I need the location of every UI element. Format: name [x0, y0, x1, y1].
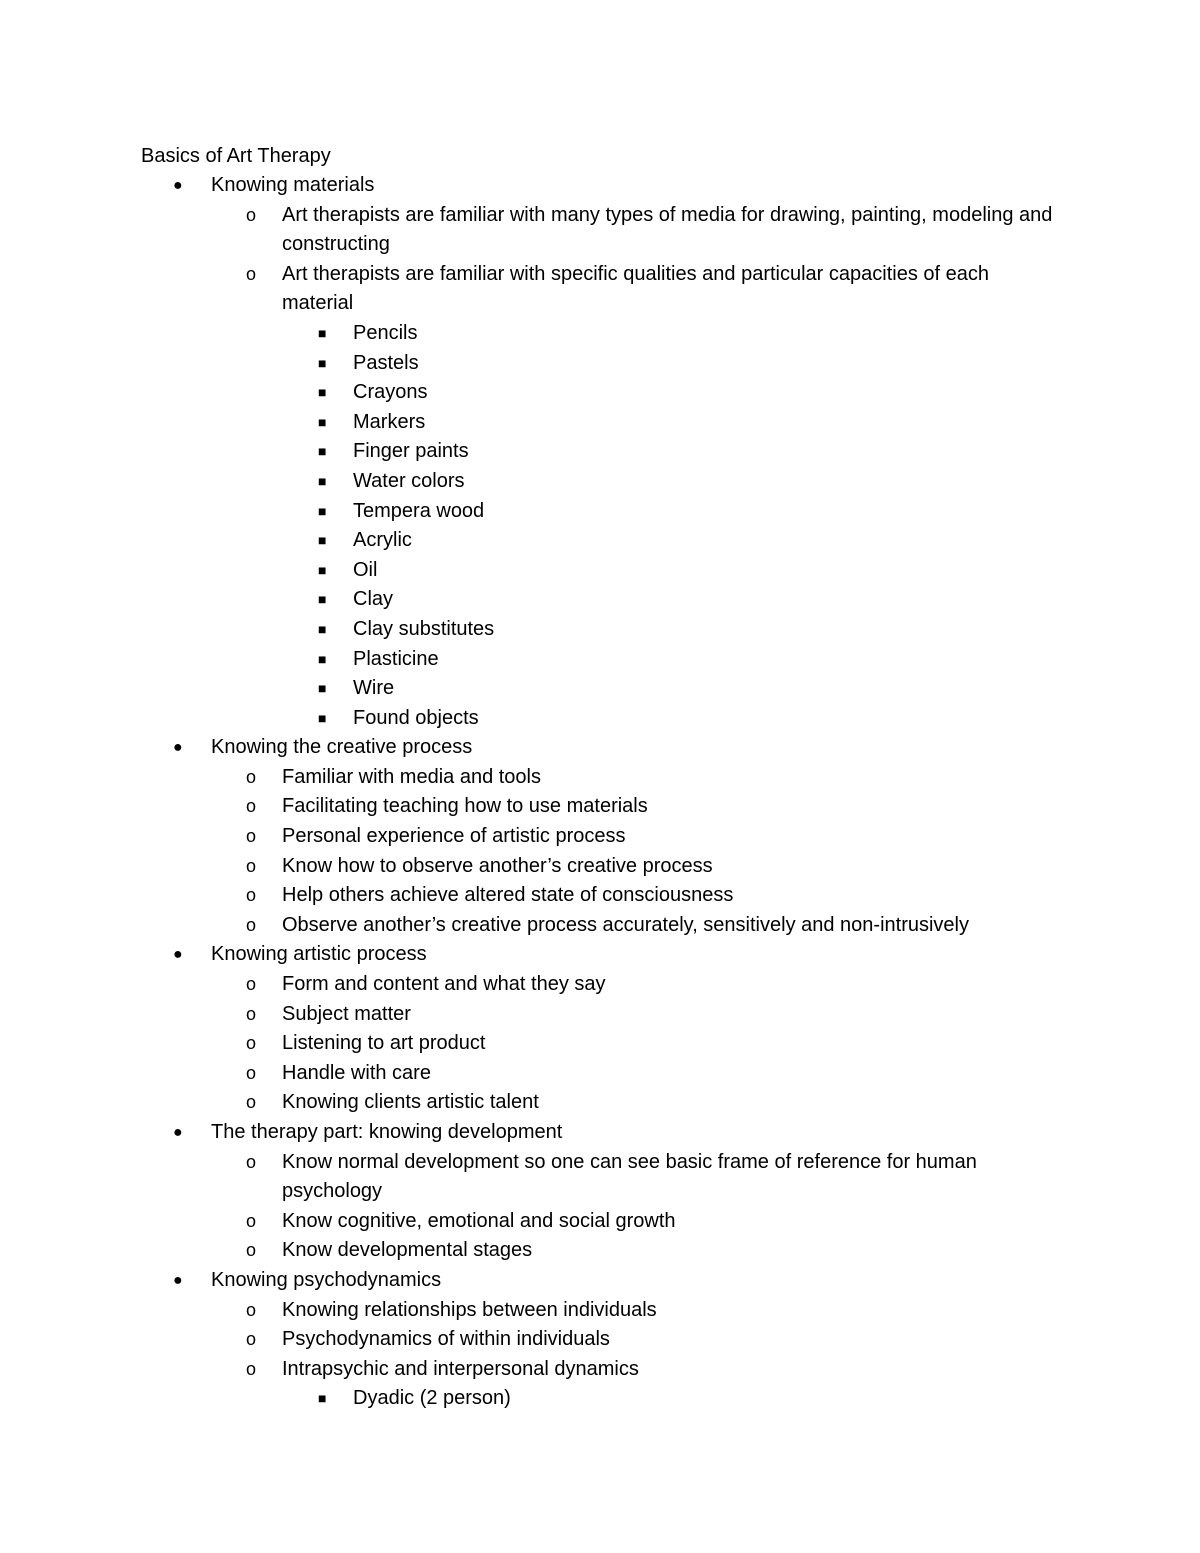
outline-item-text: Oil	[353, 558, 378, 581]
outline-item-level3	[0, 615, 1200, 645]
bullet-circle-icon: o	[246, 796, 257, 817]
bullet-dot-icon: ●	[173, 739, 183, 757]
bullet-square-icon: ■	[318, 620, 327, 637]
bullet-circle-icon: o	[246, 914, 257, 935]
bullet-circle-icon: o	[246, 855, 257, 876]
bullet-circle-icon: o	[246, 263, 257, 284]
document-title: Basics of Art Therapy	[141, 145, 331, 167]
outline-item-level2	[0, 1000, 1200, 1030]
bullet-circle-icon: o	[246, 1092, 257, 1113]
outline-item-level3	[0, 497, 1200, 527]
outline-item-level2	[0, 1059, 1200, 1089]
outline-item-text: Finger paints	[353, 440, 469, 463]
outline-item-level3	[0, 467, 1200, 497]
outline-item-level2	[0, 1148, 1200, 1207]
outline-item-text: Knowing relationships between individuals	[282, 1298, 657, 1321]
outline-item-text: Found objects	[353, 706, 479, 729]
outline-item-level3	[0, 674, 1200, 704]
bullet-square-icon: ■	[318, 384, 327, 401]
outline-item-text: Art therapists are familiar with specific qualities and particular capacities of each material	[282, 262, 989, 315]
outline-item-level2	[0, 1355, 1200, 1385]
outline-item-level3	[0, 378, 1200, 408]
bullet-square-icon: ■	[318, 443, 327, 460]
outline-item-level2	[0, 1088, 1200, 1118]
bullet-circle-icon: o	[246, 1151, 257, 1172]
outline-item-level2	[0, 970, 1200, 1000]
outline-item-text: Knowing clients artistic talent	[282, 1091, 539, 1114]
outline-item-level3	[0, 1384, 1200, 1414]
bullet-circle-icon: o	[246, 1033, 257, 1054]
bullet-circle-icon: o	[246, 885, 257, 906]
bullet-circle-icon: o	[246, 204, 257, 225]
bullet-dot-icon: ●	[173, 946, 183, 964]
outline-item-text: Dyadic (2 person)	[353, 1387, 511, 1410]
outline-item-level2	[0, 1236, 1200, 1266]
outline-item-level2	[0, 852, 1200, 882]
outline-item-text: The therapy part: knowing development	[211, 1121, 563, 1143]
bullet-square-icon: ■	[318, 502, 327, 519]
outline-item-level2	[0, 792, 1200, 822]
outline-item-text: Knowing materials	[211, 174, 375, 196]
outline-item-text: Knowing artistic process	[211, 943, 427, 966]
outline-item-text: Crayons	[353, 381, 428, 404]
outline-item-text: Psychodynamics of within individuals	[282, 1328, 610, 1351]
bullet-square-icon: ■	[318, 591, 327, 608]
outline-item-text: Know normal development so one can see basic frame of reference for human psychology	[282, 1150, 977, 1203]
outline-item-text: Acrylic	[353, 529, 412, 552]
outline-item-text: Handle with care	[282, 1061, 431, 1084]
outline-item-level3	[0, 585, 1200, 615]
outline-item-level3	[0, 526, 1200, 556]
bullet-square-icon: ■	[318, 1390, 327, 1407]
bullet-circle-icon: o	[246, 766, 257, 787]
bullet-square-icon: ■	[318, 413, 327, 430]
outline-item-level3	[0, 349, 1200, 379]
outline-item-level1	[0, 171, 1200, 201]
outline-item-level2	[0, 1029, 1200, 1059]
outline-item-text: Pastels	[353, 351, 419, 374]
outline-item-text: Knowing the creative process	[211, 736, 473, 759]
bullet-circle-icon: o	[246, 826, 257, 847]
outline-item-text: Personal experience of artistic process	[282, 825, 626, 848]
bullet-circle-icon: o	[246, 1003, 257, 1024]
outline-item-text: Subject matter	[282, 1002, 411, 1025]
outline-item-text: Art therapists are familiar with many types of media for drawing, painting, modeling and constructing	[282, 203, 1053, 256]
outline-item-text: Plasticine	[353, 647, 439, 670]
outline-item-text: Intrapsychic and interpersonal dynamics	[282, 1357, 639, 1380]
bullet-dot-icon: ●	[173, 1124, 183, 1141]
outline-item-level2	[0, 1296, 1200, 1326]
outline-item-text: Observe another’s creative process accurately, sensitively and non-intrusively	[282, 913, 969, 936]
outline-item-level3	[0, 556, 1200, 586]
outline-item-text: Clay substitutes	[353, 617, 495, 640]
outline-item-text: Wire	[353, 677, 395, 700]
bullet-circle-icon: o	[246, 1240, 257, 1261]
outline-item-level2	[0, 763, 1200, 793]
bullet-circle-icon: o	[246, 974, 257, 995]
outline-item-level1	[0, 1118, 1200, 1148]
bullet-circle-icon: o	[246, 1329, 257, 1350]
outline-item-text: Form and content and what they say	[282, 973, 606, 996]
outline-item-text: Listening to art product	[282, 1032, 486, 1055]
outline-item-text: Markers	[353, 410, 426, 433]
outline-item-text: Knowing psychodynamics	[211, 1268, 442, 1291]
bullet-square-icon: ■	[318, 472, 327, 489]
bullet-square-icon: ■	[318, 354, 327, 371]
outline-item-level2	[0, 1207, 1200, 1237]
bullet-circle-icon: o	[246, 1062, 257, 1083]
outline-item-level3	[0, 645, 1200, 675]
outline-item-level1	[0, 733, 1200, 763]
bullet-circle-icon: o	[246, 1210, 257, 1231]
bullet-square-icon: ■	[318, 650, 327, 667]
outline-item-text: Pencils	[353, 321, 418, 344]
outline-item-level2	[0, 201, 1200, 260]
outline-item-level1	[0, 1266, 1200, 1296]
bullet-circle-icon: o	[246, 1299, 257, 1320]
outline-item-level3	[0, 704, 1200, 734]
outline-item-level2	[0, 822, 1200, 852]
bullet-dot-icon: ●	[173, 177, 183, 194]
outline-item-level3	[0, 437, 1200, 467]
outline-item-level3	[0, 319, 1200, 349]
outline-item-level2	[0, 1325, 1200, 1355]
outline-item-text: Tempera wood	[353, 499, 485, 522]
outline-item-text: Water colors	[353, 469, 465, 492]
bullet-square-icon: ■	[318, 561, 327, 578]
outline-item-text: Know cognitive, emotional and social growth	[282, 1209, 676, 1232]
outline-item-level2	[0, 260, 1200, 319]
bullet-square-icon: ■	[318, 709, 327, 726]
bullet-square-icon: ■	[318, 532, 327, 549]
outline-item-text: Familiar with media and tools	[282, 765, 541, 788]
outline-item-text: Know developmental stages	[282, 1239, 533, 1262]
outline-item-text: Help others achieve altered state of consciousness	[282, 884, 734, 907]
outline-item-text: Know how to observe another’s creative process	[282, 854, 713, 877]
outline-item-text: Clay	[353, 588, 394, 611]
outline-item-text: Facilitating teaching how to use materials	[282, 795, 648, 818]
bullet-dot-icon: ●	[173, 1271, 183, 1289]
outline-list	[0, 171, 1200, 1414]
outline-item-level1	[0, 940, 1200, 970]
bullet-circle-icon: o	[246, 1358, 257, 1379]
bullet-square-icon: ■	[318, 324, 327, 341]
outline-item-level3	[0, 408, 1200, 438]
outline-item-level2	[0, 881, 1200, 911]
outline-item-level2	[0, 911, 1200, 941]
bullet-square-icon: ■	[318, 680, 327, 697]
